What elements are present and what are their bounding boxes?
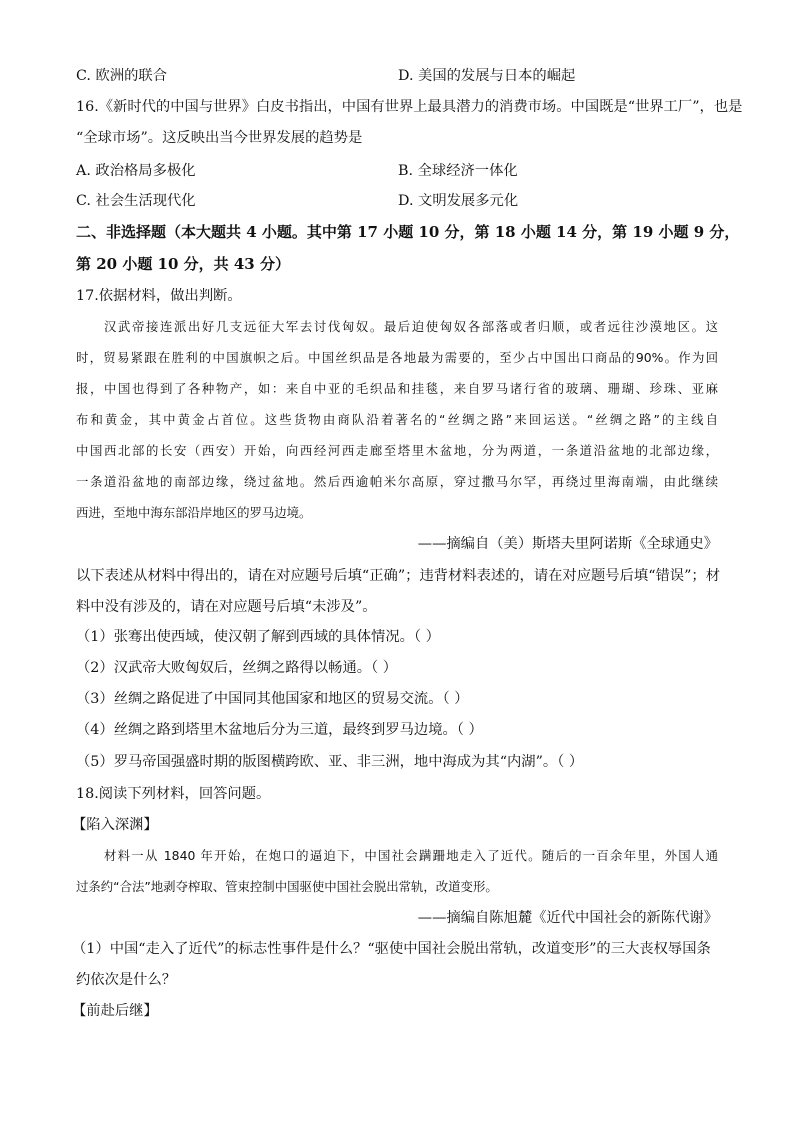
q17-source: ——摘编自（美）斯塔夫里阿诺斯《全球通史》	[417, 536, 718, 552]
q17-item-3: （3）丝绸之路促进了中国同其他国家和地区的贸易交流。（ ）	[76, 691, 469, 707]
q18-section-heading-1: 【陷入深渊】	[72, 817, 158, 833]
q18-material-1-line-1: 材料一从 1840 年开始，在炮口的逼迫下，中国社会蹒跚地走入了近代。随后的一百余年里，外国人通	[104, 848, 718, 863]
q17-instruction-line-2: 料中没有涉及的，请在对应题号后填“未涉及”。	[76, 599, 377, 615]
q18-question-1-line-1: （1）中国“走入了近代”的标志性事件是什么？“驱使中国社会脱出常轨，改道变形”的三大丧权辱国条	[72, 941, 711, 957]
q17-material-line-6: 一条道沿盆地的南部边缘，绕过盆地。然后西逾帕米尔高原，穿过撒马尔罕，再绕过里海南端，由此继续	[76, 474, 718, 489]
q16-stem-line-2: “全球市场”。这反映出当今世界发展的趋势是	[76, 130, 363, 146]
q18-source-1: ——摘编自陈旭麓《近代中国社会的新陈代谢》	[417, 910, 718, 926]
q15-option-c: C. 欧洲的联合	[76, 68, 168, 84]
q17-instruction-line-1: 以下表述从材料中得出的，请在对应题号后填“正确”；违背材料表述的，请在对应题号后填“错误”；材	[76, 568, 720, 584]
q18-material-1-line-2: 过条约“合法”地剥夺榨取、管束控制中国驱使中国社会脱出常轨，改道变形。	[76, 879, 498, 894]
q16-option-c: C. 社会生活现代化	[76, 193, 196, 209]
q15-option-d: D. 美国的发展与日本的崛起	[398, 68, 576, 84]
section-2-title-line-2: 第 20 小题 10 分，共 43 分）	[76, 255, 290, 273]
q17-material-line-7: 西进，至地中海东部沿岸地区的罗马边境。	[76, 505, 312, 520]
section-2-title-line-1: 二、非选择题（本大题共 4 小题。其中第 17 小题 10 分，第 18 小题 14 分，第 19 小题 9 分，	[76, 223, 740, 241]
q16-option-b: B. 全球经济一体化	[398, 163, 518, 179]
q17-item-5: （5）罗马帝国强盛时期的版图横跨欧、亚、非三洲，地中海成为其“内湖”。（ ）	[76, 754, 584, 770]
q16-option-a: A. 政治格局多极化	[76, 163, 196, 179]
q17-material-line-1: 汉武帝接连派出好几支远征大军去讨伐匈奴。最后迫使匈奴各部落或者归顺，或者远往沙漠地区。这	[104, 319, 718, 334]
q16-option-d: D. 文明发展多元化	[398, 193, 519, 209]
q18-question-1-line-2: 约依次是什么？	[76, 972, 177, 988]
q17-material-line-4: 布和黄金，其中黄金占首位。这些货物由商队沿着著名的“丝绸之路”来回运送。“丝绸之路”的主线自	[76, 412, 718, 427]
q17-item-2: （2）汉武帝大败匈奴后，丝绸之路得以畅通。（ ）	[76, 660, 398, 676]
q17-material-line-2: 时，贸易紧跟在胜利的中国旗帜之后。中国丝织品是各地最为需要的，至少占中国出口商品的90%。作为回	[76, 350, 718, 365]
q17-item-1: （1）张骞出使西域，使汉朝了解到西域的具体情况。（ ）	[76, 629, 440, 645]
q17-stem: 17.依据材料，做出判断。	[76, 288, 242, 304]
q17-item-4: （4）丝绸之路到塔里木盆地后分为三道，最终到罗马边境。（ ）	[76, 722, 483, 738]
q17-material-line-5: 中国西北部的长安（西安）开始，向西经河西走廊至塔里木盆地，分为两道，一条道沿盆地的北部边缘，	[76, 443, 718, 458]
q17-material-line-3: 报，中国也得到了各种物产，如：来自中亚的毛织品和挂毯，来自罗马诸行省的玻璃、珊瑚、珍珠、亚麻	[76, 381, 718, 396]
q18-section-heading-2: 【前赴后继】	[72, 1003, 158, 1019]
q18-stem: 18.阅读下列材料，回答问题。	[76, 786, 271, 802]
q16-stem-line-1: 16.《新时代的中国与世界》白皮书指出，中国有世界上最具潜力的消费市场。中国既是“世界工厂”，也是	[76, 99, 743, 115]
